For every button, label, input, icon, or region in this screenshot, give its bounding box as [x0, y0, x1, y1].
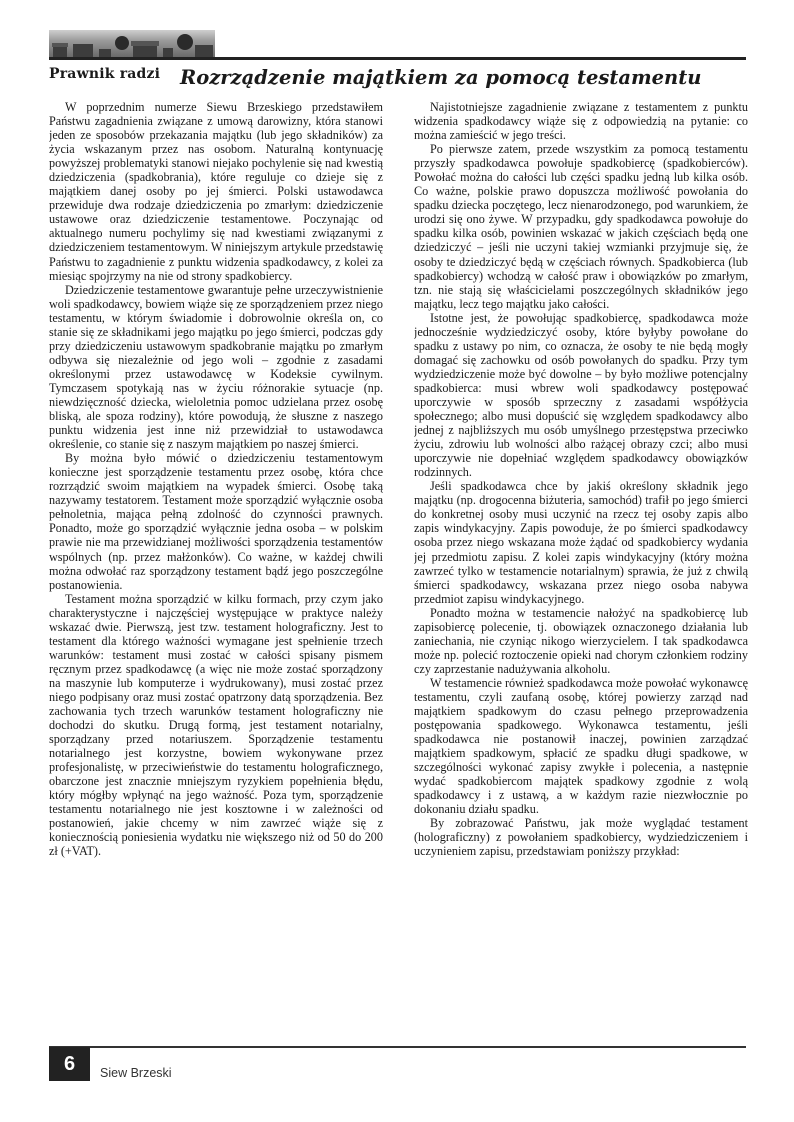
paragraph: By można było mówić o dziedziczeniu testamentowym konieczne jest sporządzenie testamentu przez osobę, która chce rozrządzić swoim majątkiem na wypadek śmierci. Osobę taką nazywamy testatorem. Testament może sporządzić wyłącznie osoba pełnoletnia, mająca pełną zdolność do czynności prawnych. Ponadto, może go sporządzić wyłącznie jedna osoba – w polskim prawie nie ma przewidzianej możliwości sporządzenia testamentów wspólnych (np. przez małżonków). Co ważne, w każdej chwili można odwołać raz sporządzony testament bądź jego poszczególne postanowienia.: [49, 451, 383, 592]
paragraph: Jeśli spadkodawca chce by jakiś określony składnik jego majątku (np. drogocenna biżuteria, samochód) trafił po jego śmierci do konkretnej osoby musi uczynić na rzecz tej osoby zapis albo zapis windykacyjny. Zapis powoduje, że po śmierci spadkodawcy osoba przez niego wskazana może żądać od spadkobiercy wydania jej przedmiotu zapisu. Z kolei zapis windykacyjny (który można zawrzeć tylko w testamencie notarialnym) sprawia, że już z chwilą śmierci spadkodawcy, wskazana przez niego osoba nabywa przedmiot zapisu windykacyjnego.: [414, 479, 748, 606]
right-column: [414, 100, 748, 1044]
paragraph: Testament można sporządzić w kilku formach, przy czym jako charakterystyczne i najczęściej występujące w praktyce należy wskazać dwie. Pierwszą, jest tzw. testament holograficzny. Jest to testament dla którego ważności wymagane jest spełnienie trzech warunków: testament musi zostać w całości spisany pismem ręcznym przez spadkodawcę (a więc nie może zostać sporządzony na maszynie lub komputerze i wydrukowany), musi zostać przez niego podpisany oraz musi zostać opatrzony datą sporządzenia. Bez zachowania tych trzech warunków testament holograficzny nie dochodzi do skutku. Drugą formą, jest testament notarialny, sporządzany przed notariuszem. Sporządzenie testamentu notarialnego jest korzystne, bowiem wykonywane przez profesjonalistę, w przeciwieństwie do testamentu holograficznego, obarczone jest znacznie mniejszym ryzykiem popełnienia błędu, który mógłby wpłynąć na jego ważność. Poza tym, sporządzenie testamentu notarialnego nie jest kosztowne i w zależności od postanowień, jakie chcemy w nim zawrzeć wiąże się z koniecznością poniesienia wydatku nie większego niż od 50 do 200 zł (+VAT).: [49, 591, 383, 859]
paragraph: Po pierwsze zatem, przede wszystkim za pomocą testamentu przyszły spadkodawca powołuje spadkobiercę (spadkobierców). Powołać można do całości lub części spadku jedną lub kilka osób. Co ważne, polskie prawo dopuszcza możliwość powołania do spadku dziecka poczętego, lecz nienarodzonego, pod warunkiem, że urodzi się ono żywe. W przypadku, gdy spadkodawca powołuje do spadku kilka osób, powinien wskazać w jakich częściach będą one dziedziczyć – jeśli nie uczyni takiej wzmianki przyjmuje się, że osoby te dziedziczyć będą w częściach równych. Spadkobierca (lub spadkobiercy) wchodzą w całość praw i obowiązków po zmarłym, tzn. nie stają się właścicielami poszczególnych składników jego majątku, lecz tego majątku jako całości.: [414, 142, 748, 311]
page-number: 6: [49, 1047, 90, 1081]
section-label: Prawnik radzi: [49, 66, 161, 82]
left-column: [49, 100, 383, 1044]
paragraph: Ponadto można w testamencie nałożyć na spadkobiercę lub zapisobiercę polecenie, tj. obowiązek oznaczonego działania lub zaniechania, nie czyniąc nikogo wierzycielem. I tak spadkodawca może np. polecić roztoczenie opieki nad chorym członkiem rodziny czy zaprzestanie nadużywania alkoholu.: [414, 605, 748, 676]
top-rule: [49, 57, 746, 60]
bottom-rule: [49, 1046, 746, 1048]
publication-name: Siew Brzeski: [100, 1066, 172, 1080]
paragraph: Dziedziczenie testamentowe gwarantuje pełne urzeczywistnienie woli spadkodawcy, bowiem wiąże się ze sporządzeniem przez niego testamentu, w którym świadomie i dobrowolnie określa on, co stanie się ze składnikami jego majątku po jego śmierci, podczas gdy przy dziedziczeniu ustawowym spadkobranie majątku po zmarłym odbywa się niezależnie od jego woli – zgodnie z zasadami określonymi przez ustawodawcę w Kodeksie cywilnym. Tymczasem spotykają nas w życiu różnorakie sytuacje (np. niewdzięczność dziecka, wieloletnia pomoc udzielana przez osobę bliską, ale spoza rodziny), które powodują, że słuszne z naszego punktu widzenia jest inne niż przewidział to ustawodawca określenie, co stanie się z naszym majątkiem po naszej śmierci.: [49, 282, 383, 452]
paragraph: Istotne jest, że powołując spadkobiercę, spadkodawca może jednocześnie wydziedziczyć osoby, które byłyby powołane do spadku z ustawy po nim, co oznacza, że osoby te nie będą mogły domagać się zachowku od osób powołanych do spadku. Przy tym wydziedziczenie może być dowolne – by było możliwe potencjalny spadkobierca: musi wbrew woli spadkodawcy postępować uporczywie w sposób sprzeczny z zasadami współżycia społecznego; albo musi dopuścić się względem spadkodawcy albo jednej z najbliższych mu osób umyślnego przestępstwa przeciwko życiu, zdrowiu lub wolności albo rażącej obrazy czci; albo musi uporczywie nie dopełniać względem spadkodawcy obowiązków rodzinnych.: [414, 310, 748, 480]
paragraph: Najistotniejsze zagadnienie związane z testamentem z punktu widzenia spadkodawcy wiąże się z odpowiedzią na pytanie: co można zamieścić w jego treści.: [414, 100, 748, 143]
header-village-image: [49, 30, 215, 57]
paragraph: W poprzednim numerze Siewu Brzeskiego przedstawiłem Państwu zagadnienia związane z umową darowizny, która stanowi jeden ze sposobów przekazania majątku (lub jego składników) za życia wskazanym przez nas osobom. Naturalną kontynuację powyższej problematyki stanowi niejako pochylenie się nad kwestią dziedziczenia (spadkobrania), które reguluje co dzieje się z majątkiem danej osoby po jej śmierci. Polski ustawodawca przewiduje dwa rodzaje dziedziczenia po zmarłym: dziedziczenie ustawowe oraz dziedziczenie testamentowe. Poczynając od aktualnego numeru pochylimy się nad kwestiami związanymi z dziedziczeniem testamentowym. W niniejszym artykule przedstawię Państwu to zagadnienie z punktu widzenia spadkodawcy, z kolei za miesiąc spojrzymy na nie od strony spadkobiercy.: [49, 100, 383, 283]
paragraph: W testamencie również spadkodawca może powołać wykonawcę testamentu, czyli zaufaną osobę, której powierzy zarząd nad majątkiem spadkowym do czasu pełnego przeprowadzenia postępowania spadkowego. Wykonawca testamentu, jeśli spadkodawca nie postanowił inaczej, powinien zarządzać majątkiem spadkowym, spłacić ze spadku długi spadkowe, w szczególności wykonać zapisy zwykłe i polecenia, a następnie wydać spadkobiercom majątek spadkowy zgodnie z wolą spadkodawcy i z ustawą, a w każdym razie niezwłocznie po dokonaniu działu spadku.: [414, 675, 748, 817]
article-title: Rozrządzenie majątkiem za pomocą testamentu: [180, 66, 702, 89]
paragraph: By zobrazować Państwu, jak może wyglądać testament (holograficzny) z powołaniem spadkobiercy, wydziedziczeniem i uczynieniem zapisu, przedstawiam poniższy przykład:: [414, 816, 748, 859]
